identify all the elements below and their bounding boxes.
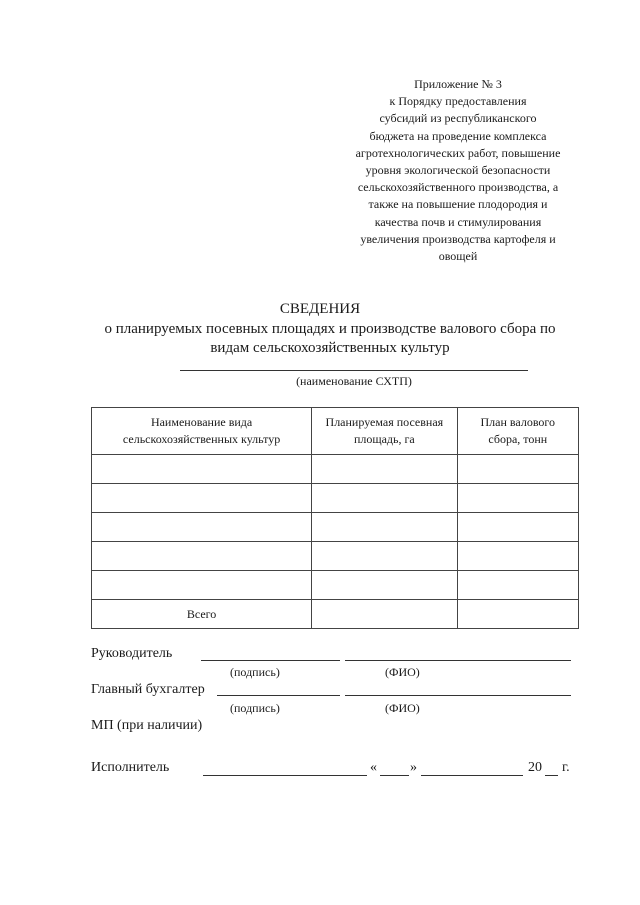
header-planned-yield: План валового сбора, тонн	[457, 408, 578, 455]
appendix-line: к Порядку предоставления	[389, 94, 527, 109]
executor-name-field[interactable]	[203, 775, 367, 776]
table-row	[92, 571, 579, 600]
appendix-block	[340, 76, 576, 265]
table-row	[92, 513, 579, 542]
org-name-caption: (наименование СХТП)	[296, 374, 412, 388]
appendix-line: также на повышение плодородия и	[368, 197, 548, 212]
year-field[interactable]	[545, 775, 558, 776]
header-planned-area: Планируемая посевная площадь, га	[312, 408, 457, 455]
appendix-line: качества почв и стимулирования	[374, 214, 542, 229]
seal-label: МП (при наличии)	[91, 718, 203, 733]
quote-close: »	[410, 760, 417, 775]
crops-table	[91, 407, 579, 629]
cell-crop[interactable]	[92, 484, 312, 513]
cell-area[interactable]	[312, 455, 457, 484]
cell-area[interactable]	[312, 542, 457, 571]
accountant-name-caption: (ФИО)	[385, 701, 420, 715]
total-yield[interactable]	[457, 600, 578, 629]
appendix-line: уровня экологической безопасности	[365, 163, 551, 178]
executor-label: Исполнитель	[91, 760, 170, 775]
table-row	[92, 542, 579, 571]
header-crop-type: Наименование вида сельскохозяйственных культур	[92, 408, 312, 455]
cell-yield[interactable]	[457, 484, 578, 513]
document-title: СВЕДЕНИЯ	[279, 301, 361, 317]
head-sign-caption: (подпись)	[230, 665, 280, 679]
head-signature-field[interactable]	[201, 660, 340, 661]
cell-yield[interactable]	[457, 455, 578, 484]
table-row	[92, 455, 579, 484]
year-prefix: 20	[528, 760, 542, 775]
cell-crop[interactable]	[92, 513, 312, 542]
appendix-line: увеличения производства картофеля и	[360, 231, 556, 246]
cell-crop[interactable]	[92, 542, 312, 571]
year-suffix: г.	[562, 760, 570, 775]
appendix-line: овощей	[438, 249, 478, 264]
cell-yield[interactable]	[457, 542, 578, 571]
document-subtitle	[80, 320, 580, 357]
subtitle-line: видам сельскохозяйственных культур	[210, 339, 450, 356]
head-label: Руководитель	[91, 646, 173, 661]
accountant-signature-field[interactable]	[217, 695, 340, 696]
org-name-field[interactable]	[180, 370, 528, 371]
cell-crop[interactable]	[92, 571, 312, 600]
total-area[interactable]	[312, 600, 457, 629]
table-row	[92, 484, 579, 513]
appendix-line: Приложение № 3	[414, 77, 502, 91]
month-field[interactable]	[421, 775, 523, 776]
accountant-label: Главный бухгалтер	[91, 682, 205, 697]
table-total-row	[92, 600, 579, 629]
cell-yield[interactable]	[457, 571, 578, 600]
cell-area[interactable]	[312, 571, 457, 600]
quote-open: «	[370, 760, 377, 775]
head-name-field[interactable]	[345, 660, 571, 661]
appendix-line: агротехнологических работ, повышение	[355, 145, 561, 160]
cell-area[interactable]	[312, 513, 457, 542]
appendix-line: бюджета на проведение комплекса	[369, 128, 547, 143]
accountant-name-field[interactable]	[345, 695, 571, 696]
cell-yield[interactable]	[457, 513, 578, 542]
appendix-line: субсидий из республиканского	[379, 111, 537, 126]
head-name-caption: (ФИО)	[385, 665, 420, 679]
cell-crop[interactable]	[92, 455, 312, 484]
subtitle-line: о планируемых посевных площадях и производстве валового сбора по	[104, 321, 556, 337]
accountant-sign-caption: (подпись)	[230, 701, 280, 715]
day-field[interactable]	[380, 775, 409, 776]
total-label: Всего	[92, 600, 312, 629]
appendix-line: сельскохозяйственного производства, а	[357, 180, 559, 195]
table-header-row	[92, 408, 579, 455]
cell-area[interactable]	[312, 484, 457, 513]
